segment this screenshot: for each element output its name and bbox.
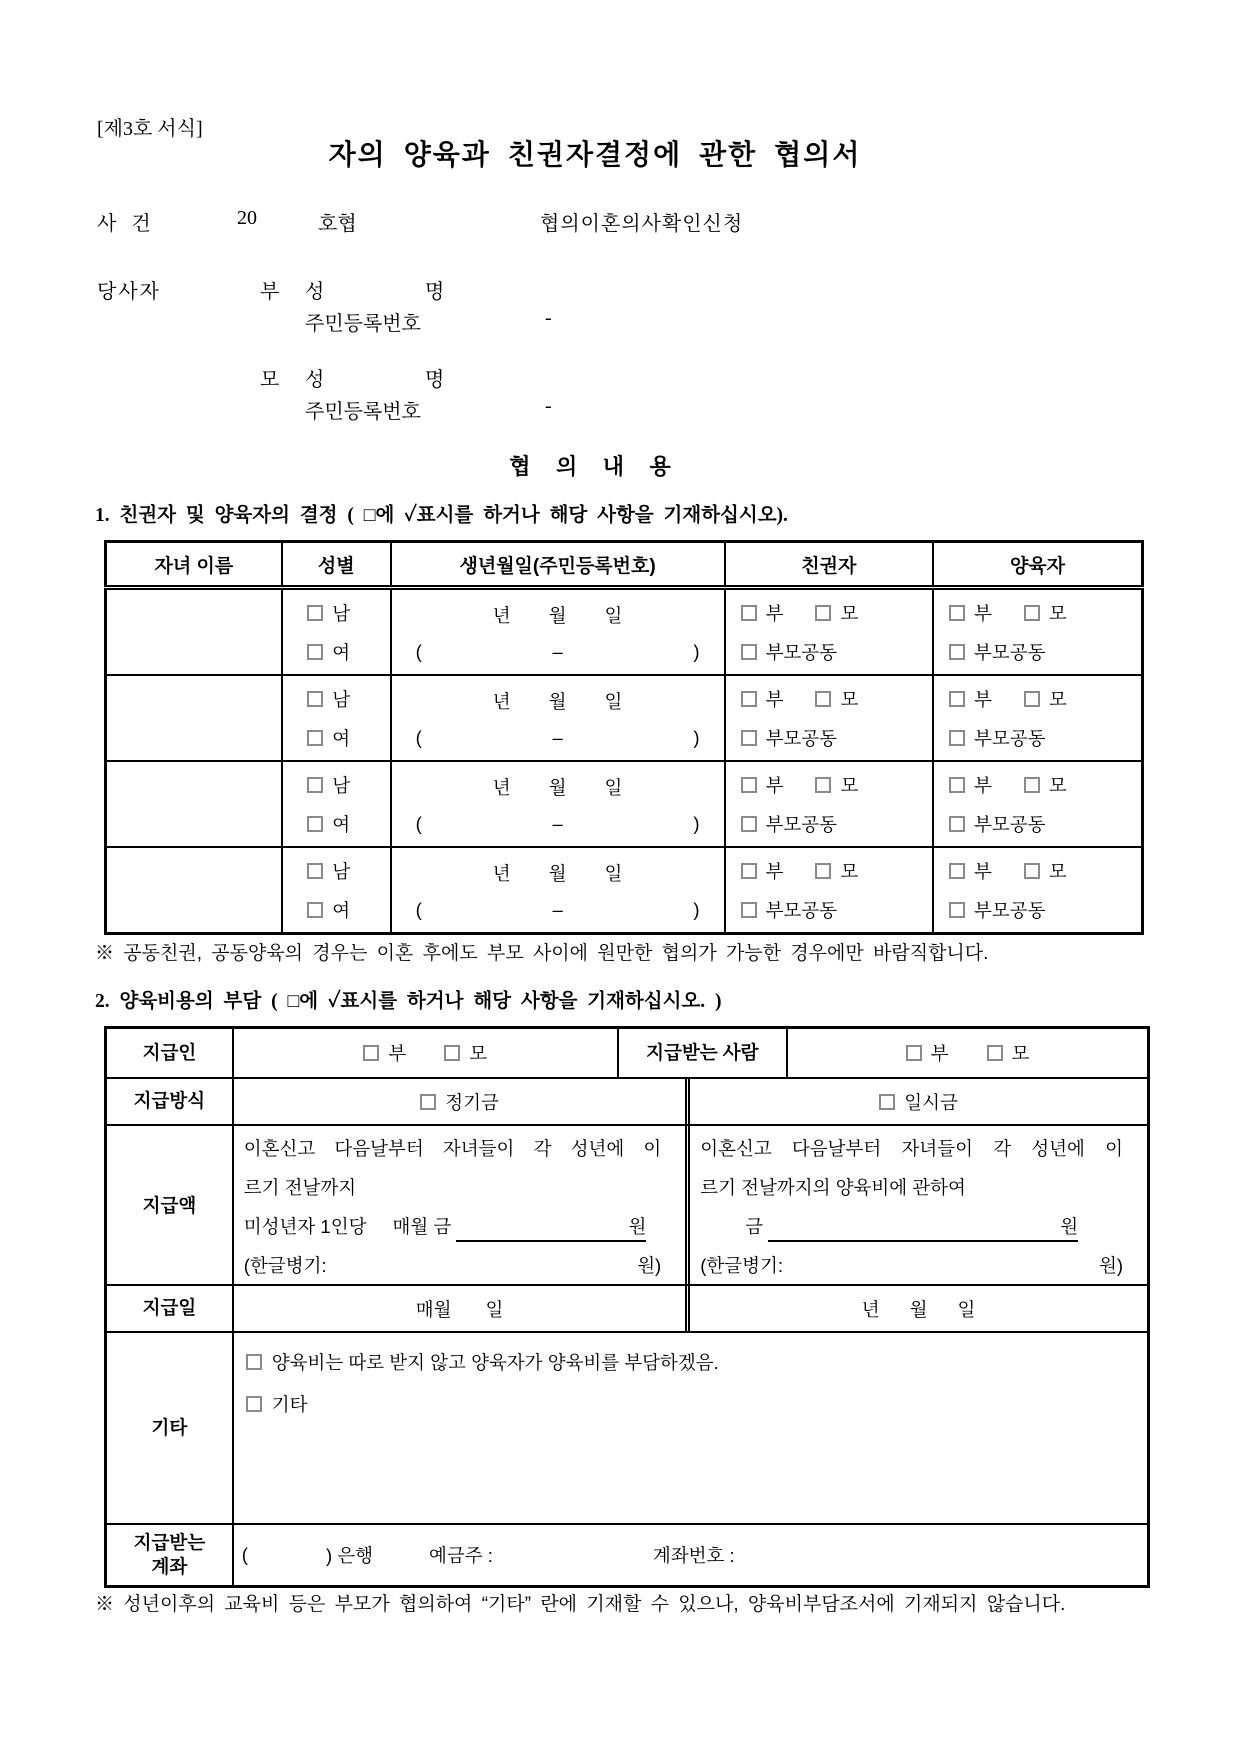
custodian-cell <box>725 761 933 847</box>
checkbox-guardian-mother[interactable] <box>1024 863 1040 879</box>
month-label: 월 <box>548 690 567 712</box>
no-support-label: 양육비는 따로 받지 않고 양육자가 양육비를 부담하겠음. <box>271 1352 719 1373</box>
day-label: 일 <box>604 776 623 798</box>
guardian-mother-label: 모 <box>1048 688 1067 710</box>
male-label: 남 <box>332 860 351 882</box>
father-rrn-label: 주민등록번호 <box>305 313 421 335</box>
mother-label: 모 <box>260 369 280 391</box>
lump-sum-cell <box>685 1079 1147 1124</box>
payer-row <box>107 1029 1147 1077</box>
checkbox-custodian-father[interactable] <box>741 691 757 707</box>
year-label: 년 <box>492 604 511 626</box>
rrn-dash: – <box>552 898 563 920</box>
periodic-amount-desc-line1: 이혼신고 다음날부터 자녀들이 각 성년에 이 <box>243 1138 662 1159</box>
father-label: 부 <box>260 281 280 303</box>
mother-rrn-label: 주민등록번호 <box>305 401 421 423</box>
custodian-joint-label: 부모공동 <box>765 813 838 835</box>
checkbox-guardian-mother[interactable] <box>1024 691 1040 707</box>
father-surname-label: 성 <box>305 281 325 303</box>
custodian-mother-label: 모 <box>840 860 859 882</box>
custodian-joint-label: 부모공동 <box>765 899 838 921</box>
paren-close: ) <box>693 726 700 748</box>
checkbox-guardian-joint[interactable] <box>949 902 965 918</box>
checkbox-custodian-joint[interactable] <box>741 730 757 746</box>
account-number-label: 계좌번호 : <box>652 1545 735 1566</box>
checkbox-guardian-joint[interactable] <box>949 730 965 746</box>
periodic-amount-desc-line2: 르기 전날까지 <box>243 1176 357 1198</box>
checkbox-guardian-father[interactable] <box>949 863 965 879</box>
checkbox-guardian-joint[interactable] <box>949 644 965 660</box>
guardian-mother-label: 모 <box>1048 774 1067 796</box>
guardian-cell <box>933 847 1143 934</box>
checkbox-custodian-father[interactable] <box>741 863 757 879</box>
guardian-mother-label: 모 <box>1048 602 1067 624</box>
checkbox-recipient-mother[interactable] <box>987 1045 1003 1061</box>
checkbox-guardian-father[interactable] <box>949 777 965 793</box>
month-label: 월 <box>548 604 567 626</box>
year-label: 년 <box>492 862 511 884</box>
day-label: 일 <box>485 1298 504 1320</box>
account-label-line2: 계좌 <box>151 1556 188 1577</box>
custody-table-header-row <box>106 542 1143 588</box>
checkbox-guardian-father[interactable] <box>949 691 965 707</box>
checkbox-payer-mother[interactable] <box>444 1045 460 1061</box>
custody-table <box>104 540 1144 935</box>
paren-close: ) <box>693 898 700 920</box>
lump-sum-desc-line2: 르기 전날까지의 양육비에 관하여 <box>700 1176 966 1198</box>
account-holder-label: 예금주 : <box>429 1545 493 1566</box>
checkbox-male[interactable] <box>307 691 323 707</box>
rrn-dash: – <box>552 812 563 834</box>
gender-cell <box>282 847 391 934</box>
female-label: 여 <box>332 641 351 663</box>
adult-education-note: ※ 성년이후의 교육비 등은 부모가 협의하여 “기타” 란에 기재할 수 있으나, 양육비부담조서에 기재되지 않습니다. <box>95 1594 1066 1615</box>
checkbox-payer-father[interactable] <box>363 1045 379 1061</box>
checkbox-lump-sum[interactable] <box>879 1094 895 1110</box>
won-label: 원 <box>1060 1215 1079 1237</box>
checkbox-custodian-joint[interactable] <box>741 902 757 918</box>
hangul-notation-label: (한글병기: <box>243 1254 327 1276</box>
father-rrn-dash: - <box>545 307 552 329</box>
lump-sum-amount-cell <box>685 1126 1147 1285</box>
checkbox-female[interactable] <box>307 644 323 660</box>
won-close-label: 원) <box>637 1254 662 1276</box>
etc-option-label: 기타 <box>271 1394 308 1415</box>
year-label: 년 <box>492 690 511 712</box>
payer-label: 지급인 <box>142 1041 197 1063</box>
account-label-line1: 지급받는 <box>133 1531 206 1553</box>
checkbox-custodian-mother[interactable] <box>815 777 831 793</box>
mother-givenname-label: 명 <box>425 369 445 391</box>
checkbox-female[interactable] <box>307 902 323 918</box>
guardian-father-label: 부 <box>973 774 992 796</box>
checkbox-guardian-mother[interactable] <box>1024 777 1040 793</box>
paren-open: ( <box>415 898 422 920</box>
father-givenname-label: 명 <box>425 281 445 303</box>
custodian-mother-label: 모 <box>840 602 859 624</box>
mother-rrn-dash: - <box>545 395 552 417</box>
won-label: 원 <box>628 1215 647 1237</box>
custodian-mother-label: 모 <box>840 688 859 710</box>
custodian-cell <box>725 847 933 934</box>
payment-amount-row <box>107 1124 1147 1284</box>
checkbox-custodian-father[interactable] <box>741 777 757 793</box>
child-row <box>106 675 1143 761</box>
checkbox-male[interactable] <box>307 605 323 621</box>
child-support-table <box>104 1026 1150 1588</box>
birthdate-cell[interactable] <box>391 761 725 847</box>
guardian-cell <box>933 761 1143 847</box>
custodian-father-label: 부 <box>765 860 784 882</box>
day-label: 일 <box>957 1298 976 1320</box>
child-name-cell[interactable] <box>106 761 282 847</box>
guardian-father-label: 부 <box>973 860 992 882</box>
etc-options-cell <box>232 1333 1147 1523</box>
rrn-dash: – <box>552 640 563 662</box>
payment-date-row <box>107 1284 1147 1331</box>
child-row <box>106 761 1143 847</box>
child-row <box>106 847 1143 934</box>
gender-cell <box>282 675 391 761</box>
custodian-mother-label: 모 <box>840 774 859 796</box>
custodian-joint-label: 부모공동 <box>765 641 838 663</box>
lump-sum-label: 일시금 <box>904 1091 958 1113</box>
etc-label: 기타 <box>151 1416 188 1438</box>
paren-open: ( <box>415 812 422 834</box>
header-birthdate: 생년월일(주민등록번호) <box>391 542 725 588</box>
page-title: 자의 양육과 친권자결정에 관한 협의서 <box>328 140 862 171</box>
guardian-cell <box>933 675 1143 761</box>
male-label: 남 <box>332 774 351 796</box>
gender-cell <box>282 761 391 847</box>
child-name-cell[interactable] <box>106 588 282 676</box>
section2-heading: 2. 양육비용의 부담 ( □에 ✓표시를 하거나 해당 사항을 기재하십시오. ) <box>95 991 722 1012</box>
month-label: 월 <box>548 862 567 884</box>
lump-sum-amount-blank[interactable] <box>768 1215 1078 1242</box>
year-label: 년 <box>492 776 511 798</box>
paren-open: ( <box>415 726 422 748</box>
child-name-cell[interactable] <box>106 847 282 934</box>
female-label: 여 <box>332 813 351 835</box>
day-label: 일 <box>604 604 623 626</box>
checkbox-recipient-father[interactable] <box>906 1045 922 1061</box>
custodian-father-label: 부 <box>765 688 784 710</box>
birthdate-cell[interactable] <box>391 675 725 761</box>
guardian-joint-label: 부모공동 <box>973 727 1046 749</box>
paren-close: ) <box>693 640 700 662</box>
checkbox-male[interactable] <box>307 777 323 793</box>
checkbox-custodian-mother[interactable] <box>815 605 831 621</box>
periodic-cell <box>232 1079 685 1124</box>
mother-surname-label: 성 <box>305 369 325 391</box>
guardian-cell <box>933 588 1143 676</box>
paren-close: ) <box>693 812 700 834</box>
checkbox-no-support[interactable] <box>246 1354 262 1370</box>
periodic-amount-cell <box>232 1126 685 1285</box>
custodian-joint-label: 부모공동 <box>765 727 838 749</box>
checkbox-custodian-joint[interactable] <box>741 644 757 660</box>
etc-row <box>107 1331 1147 1523</box>
year-label: 년 <box>861 1298 880 1320</box>
checkbox-periodic[interactable] <box>420 1094 436 1110</box>
bank-paren-open: ( <box>241 1544 248 1565</box>
guardian-joint-label: 부모공동 <box>973 641 1046 663</box>
checkbox-female[interactable] <box>307 730 323 746</box>
form-number-label: [제3호 서식] <box>97 118 203 140</box>
checkbox-custodian-mother[interactable] <box>815 863 831 879</box>
day-label: 일 <box>604 690 623 712</box>
checkbox-custodian-mother[interactable] <box>815 691 831 707</box>
gender-cell <box>282 588 391 676</box>
payer-options-cell <box>232 1029 617 1077</box>
header-child-name: 자녀 이름 <box>106 542 282 588</box>
geum-label: 금 <box>745 1215 763 1237</box>
child-name-cell[interactable] <box>106 675 282 761</box>
header-guardian: 양육자 <box>933 542 1143 588</box>
female-label: 여 <box>332 899 351 921</box>
monthly-date-cell[interactable] <box>232 1286 685 1331</box>
checkbox-male[interactable] <box>307 863 323 879</box>
checkbox-guardian-joint[interactable] <box>949 816 965 832</box>
recipient-father-label: 부 <box>930 1043 949 1064</box>
birthdate-cell[interactable] <box>391 588 725 676</box>
per-child-label: 미성년자 1인당 <box>243 1215 367 1237</box>
periodic-label: 정기금 <box>445 1091 499 1113</box>
section1-heading: 1. 친권자 및 양육자의 결정 ( □에 ✓표시를 하거나 해당 사항을 기재하십시오). <box>95 505 788 526</box>
guardian-father-label: 부 <box>973 688 992 710</box>
month-label: 월 <box>909 1298 928 1320</box>
monthly-geum-label: 매월 금 <box>392 1215 452 1237</box>
lump-sum-date-cell[interactable] <box>685 1286 1147 1331</box>
guardian-joint-label: 부모공동 <box>973 813 1046 835</box>
custodian-cell <box>725 675 933 761</box>
male-label: 남 <box>332 688 351 710</box>
case-number-suffix: 호협 <box>318 213 357 235</box>
header-gender: 성별 <box>282 542 391 588</box>
payer-father-label: 부 <box>388 1043 407 1064</box>
payer-mother-label: 모 <box>469 1043 488 1064</box>
checkbox-custodian-father[interactable] <box>741 605 757 621</box>
checkbox-guardian-father[interactable] <box>949 605 965 621</box>
won-close-label: 원) <box>1098 1254 1123 1276</box>
custodian-cell <box>725 588 933 676</box>
day-label: 일 <box>604 862 623 884</box>
rrn-dash: – <box>552 726 563 748</box>
guardian-mother-label: 모 <box>1048 860 1067 882</box>
hangul-notation-label: (한글병기: <box>700 1254 784 1276</box>
joint-custody-note: ※ 공동친권, 공동양육의 경우는 이혼 후에도 부모 사이에 원만한 협의가 가능한 경우에만 바람직합니다. <box>95 943 989 964</box>
checkbox-custodian-joint[interactable] <box>741 816 757 832</box>
bank-label: ) 은행 <box>325 1545 374 1566</box>
month-label: 월 <box>548 776 567 798</box>
monthly-amount-blank[interactable] <box>456 1215 646 1242</box>
party-label: 당사자 <box>97 281 161 303</box>
agreement-content-heading: 협 의 내 용 <box>509 454 681 479</box>
birthdate-cell[interactable] <box>391 847 725 934</box>
payment-amount-label: 지급액 <box>142 1194 197 1216</box>
case-type: 협의이혼의사확인신청 <box>540 213 744 235</box>
payment-method-row <box>107 1077 1147 1124</box>
recipient-label: 지급받는 사람 <box>617 1029 787 1077</box>
payment-method-label: 지급방식 <box>133 1090 206 1112</box>
checkbox-guardian-mother[interactable] <box>1024 605 1040 621</box>
guardian-joint-label: 부모공동 <box>973 899 1046 921</box>
guardian-father-label: 부 <box>973 602 992 624</box>
paren-open: ( <box>415 640 422 662</box>
case-label: 사 건 <box>97 213 151 235</box>
male-label: 남 <box>332 602 351 624</box>
recipient-options-cell <box>786 1029 1147 1077</box>
case-year: 20 <box>237 207 257 229</box>
child-row <box>106 588 1143 676</box>
lump-sum-desc-line1: 이혼신고 다음날부터 자녀들이 각 성년에 이 <box>700 1138 1123 1159</box>
checkbox-female[interactable] <box>307 816 323 832</box>
header-custodian: 친권자 <box>725 542 933 588</box>
checkbox-etc[interactable] <box>246 1396 262 1412</box>
custodian-father-label: 부 <box>765 774 784 796</box>
monthly-label: 매월 <box>415 1298 452 1320</box>
female-label: 여 <box>332 727 351 749</box>
account-detail-cell[interactable] <box>232 1525 1147 1585</box>
account-row <box>107 1523 1147 1585</box>
payment-date-label: 지급일 <box>142 1297 197 1319</box>
account-label <box>107 1525 232 1585</box>
recipient-mother-label: 모 <box>1011 1043 1030 1064</box>
custodian-father-label: 부 <box>765 602 784 624</box>
